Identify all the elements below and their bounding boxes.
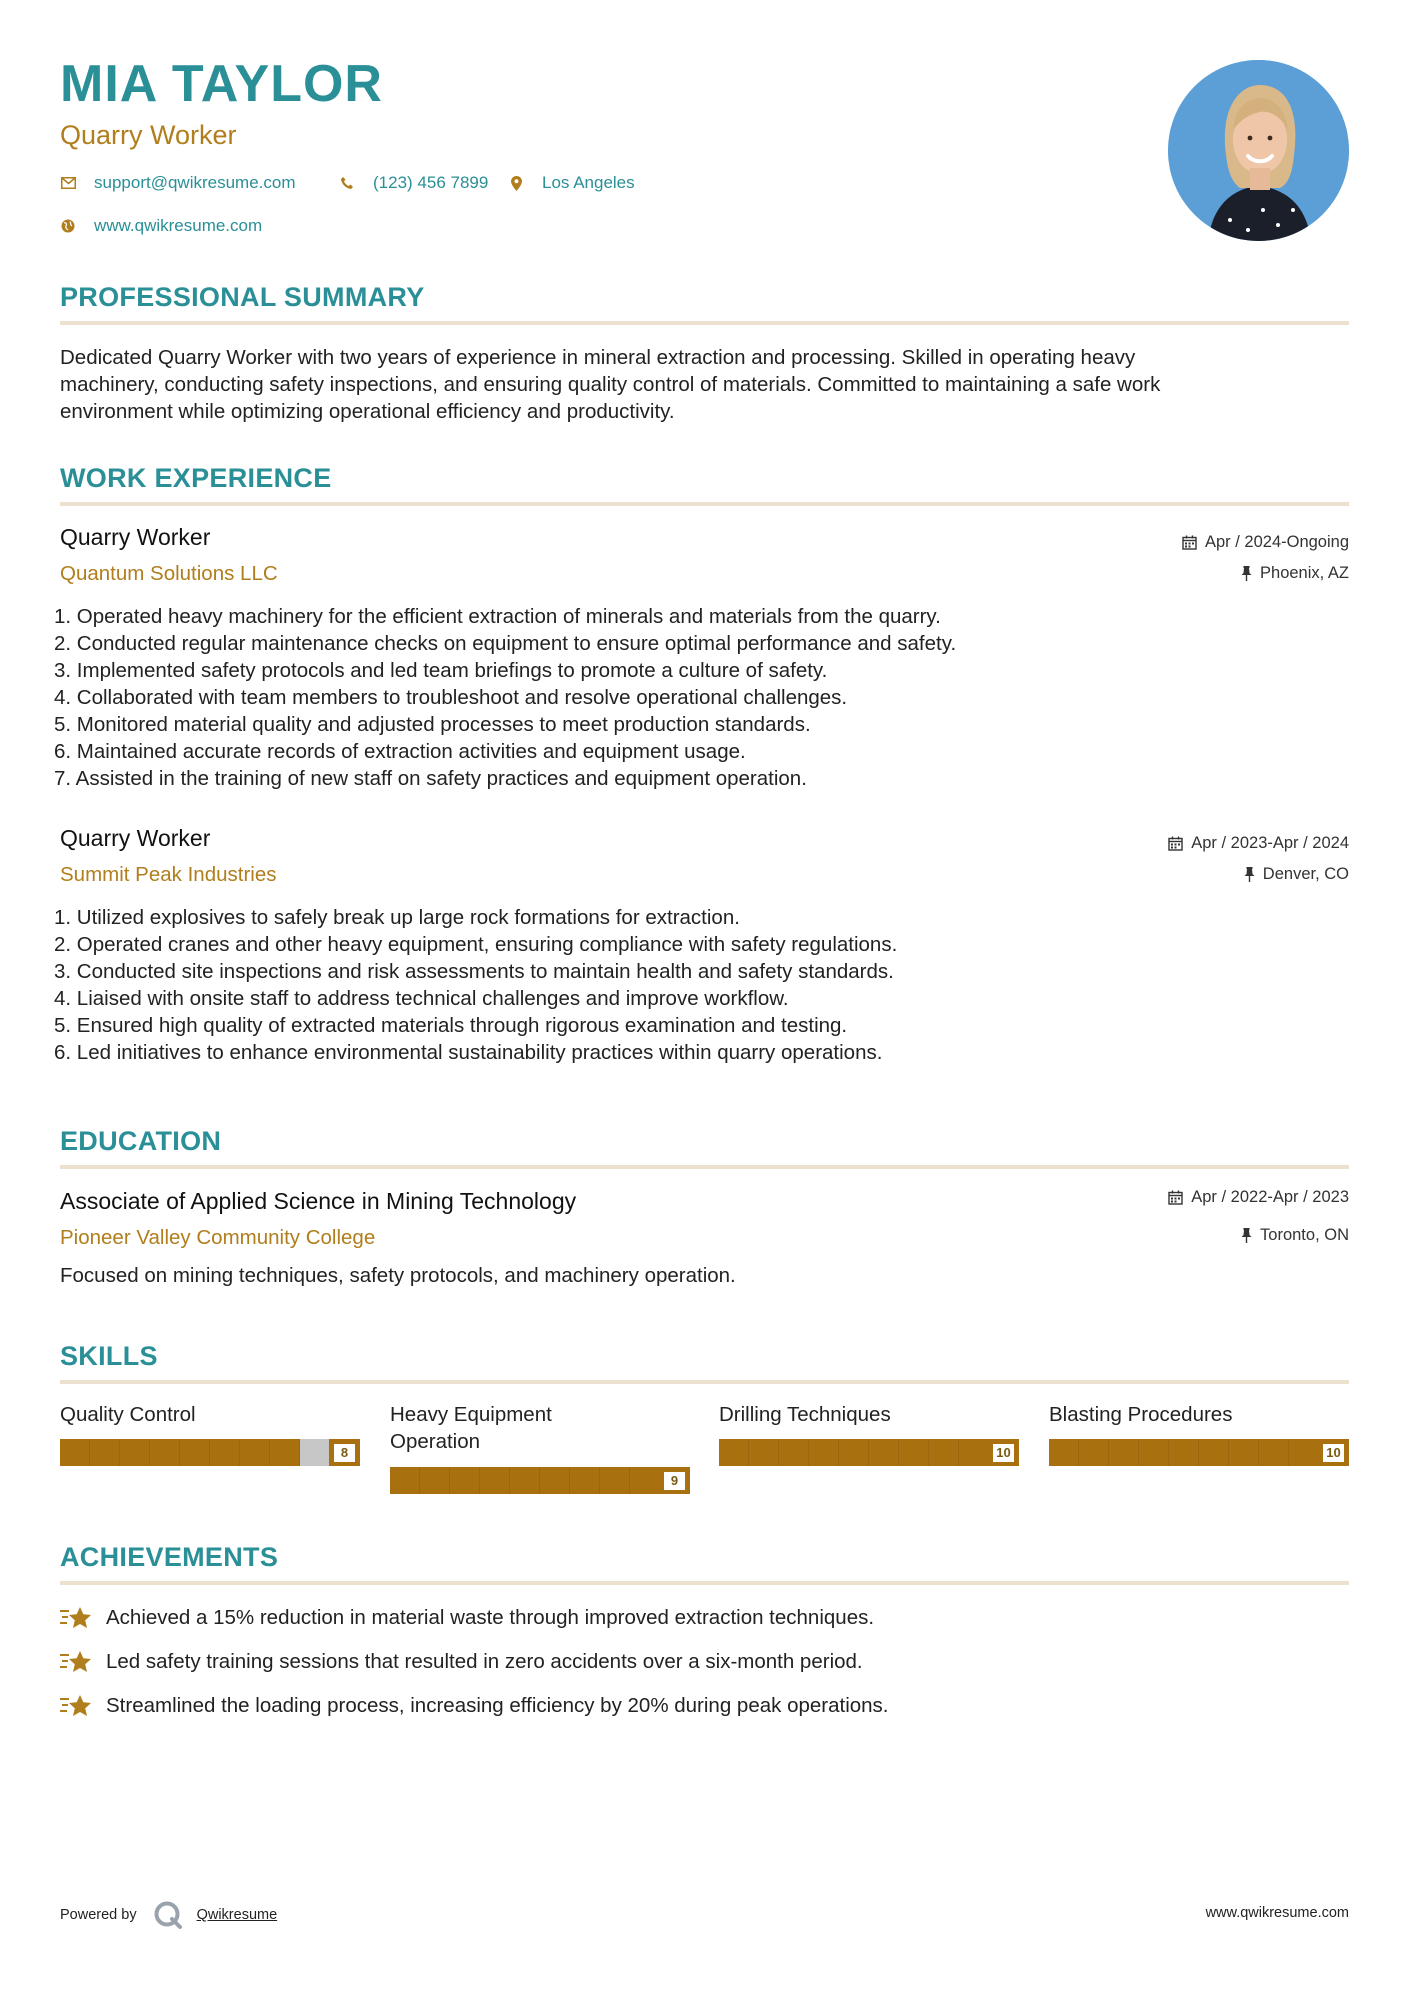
skill-bar-filled-segment: [150, 1439, 180, 1466]
skill-bar-filled-segment: [120, 1439, 150, 1466]
skill-bar: [719, 1439, 1019, 1466]
education-description: Focused on mining techniques, safety protocols, and machinery operation.: [60, 1264, 736, 1287]
skill-bar-filled-segment: [1049, 1439, 1079, 1466]
job-bullets: [54, 603, 1354, 792]
skill-bar-filled-segment: [60, 1439, 90, 1466]
skill-bar-filled-segment: [749, 1439, 779, 1466]
skill-bar-filled-segment: [899, 1439, 929, 1466]
skill-bar-filled-segment: [1139, 1439, 1169, 1466]
qwikresume-logo-icon: [153, 1900, 183, 1930]
list-item: 3. Conducted site inspections and risk assessments to maintain health and safety standards.: [54, 960, 894, 983]
location-contact: [508, 170, 635, 196]
list-item: 5. Ensured high quality of extracted materials through rigorous examination and testing.: [54, 1014, 848, 1037]
job-location: [1244, 865, 1349, 884]
skill-bar-filled-segment: [779, 1439, 809, 1466]
footer-website[interactable]: www.qwikresume.com: [1205, 1905, 1349, 1921]
job-dates-text: Apr / 2024-Ongoing: [1204, 533, 1349, 551]
achievement-text: Streamlined the loading process, increasing efficiency by 20% during peak operations.: [106, 1694, 889, 1717]
skill-item: [390, 1401, 690, 1488]
achievements-divider: [60, 1581, 1349, 1585]
list-item: 1. Utilized explosives to safely break up large rock formations for extraction.: [54, 906, 740, 929]
experience-heading: WORK EXPERIENCE: [60, 463, 332, 493]
education-dates-text: Apr / 2022-Apr / 2023: [1191, 1188, 1349, 1206]
website-text: www.qwikresume.com: [94, 216, 263, 235]
skill-label-line: Heavy Equipment: [390, 1403, 552, 1426]
skill-score-badge: [1318, 1439, 1349, 1466]
achievement-text: Achieved a 15% reduction in material waste through improved extraction techniques.: [106, 1606, 875, 1629]
skill-score-badge: [659, 1467, 690, 1494]
calendar-icon: [1182, 535, 1197, 550]
skill-label: [60, 1401, 360, 1428]
job-dates-text: Apr / 2023-Apr / 2024: [1191, 834, 1349, 852]
skill-bar-filled-segment: [180, 1439, 210, 1466]
list-item: 7. Assisted in the training of new staff on safety practices and equipment operation.: [54, 767, 807, 790]
skill-bar-filled-segment: [1109, 1439, 1139, 1466]
skill-bar-empty-segment: [300, 1439, 330, 1466]
skill-bar-filled-segment: [240, 1439, 270, 1466]
calendar-icon: [1168, 836, 1183, 851]
achievement-item: [60, 1604, 874, 1632]
star-badge-icon: [60, 1648, 92, 1676]
summary-heading: PROFESSIONAL SUMMARY: [60, 282, 425, 312]
summary-text: [60, 344, 1352, 425]
skill-score-badge: [329, 1439, 360, 1466]
skill-bar-filled-segment: [390, 1467, 420, 1494]
skill-bar-filled-segment: [1289, 1439, 1319, 1466]
email-contact[interactable]: [60, 170, 296, 196]
job-dates: [1182, 533, 1349, 552]
skill-label: [390, 1401, 690, 1455]
calendar-icon: [1168, 1190, 1183, 1205]
skill-bar-filled-segment: [540, 1467, 570, 1494]
education-location: [1241, 1226, 1349, 1245]
pushpin-icon: [1244, 867, 1255, 882]
location-text: Los Angeles: [542, 173, 635, 192]
envelope-icon: [60, 175, 76, 191]
list-item: 4. Collaborated with team members to troubleshoot and resolve operational challenges.: [54, 686, 848, 709]
profile-photo: [1168, 60, 1349, 241]
skills-divider: [60, 1380, 1349, 1384]
skill-bar: [60, 1439, 360, 1466]
achievements-heading: ACHIEVEMENTS: [60, 1542, 279, 1572]
skill-bar-filled-segment: [270, 1439, 300, 1466]
list-item: 6. Maintained accurate records of extraction activities and equipment usage.: [54, 740, 746, 763]
list-item: 2. Operated cranes and other heavy equipment, ensuring compliance with safety regulations.: [54, 933, 898, 956]
experience-divider: [60, 502, 1349, 506]
map-pin-icon: [508, 175, 524, 191]
email-text: support@qwikresume.com: [94, 173, 296, 192]
skill-bar-filled-segment: [1199, 1439, 1229, 1466]
footer-powered-by: [60, 1900, 277, 1930]
job-company: Summit Peak Industries: [60, 863, 277, 886]
skill-item: [60, 1401, 360, 1460]
job-location-text: Phoenix, AZ: [1260, 564, 1349, 582]
phone-icon: [339, 175, 355, 191]
skill-bar-filled-segment: [959, 1439, 989, 1466]
skill-bar-filled-segment: [1229, 1439, 1259, 1466]
skill-bar-filled-segment: [869, 1439, 899, 1466]
skill-bar: [390, 1467, 690, 1494]
pushpin-icon: [1241, 1228, 1252, 1243]
skill-score-value: 10: [992, 1443, 1015, 1463]
education-location-text: Toronto, ON: [1260, 1226, 1349, 1244]
list-item: 3. Implemented safety protocols and led team briefings to promote a culture of safety.: [54, 659, 828, 682]
list-item: 2. Conducted regular maintenance checks on equipment to ensure optimal performance and safety.: [54, 632, 957, 655]
achievement-item: [60, 1692, 889, 1720]
summary-line: environment while optimizing operational efficiency and productivity.: [60, 400, 675, 423]
skill-bar-filled-segment: [1259, 1439, 1289, 1466]
skill-bar-filled-segment: [630, 1467, 660, 1494]
job-location: [1241, 564, 1349, 583]
education-divider: [60, 1165, 1349, 1169]
phone-text: (123) 456 7899: [373, 173, 489, 192]
skill-bar-filled-segment: [210, 1439, 240, 1466]
skills-heading: SKILLS: [60, 1341, 158, 1371]
skill-bar-filled-segment: [929, 1439, 959, 1466]
job-title: Quarry Worker: [60, 524, 211, 550]
star-badge-icon: [60, 1692, 92, 1720]
skill-label: [1049, 1401, 1349, 1428]
skill-bar-filled-segment: [1079, 1439, 1109, 1466]
skill-bar-filled-segment: [570, 1467, 600, 1494]
education-heading: EDUCATION: [60, 1126, 222, 1156]
globe-icon: [60, 218, 76, 234]
summary-line: machinery, conducting safety inspections, and ensuring quality control of materials. Committed to maintaining a safe work: [60, 373, 1161, 396]
skill-bar-filled-segment: [420, 1467, 450, 1494]
skill-score-badge: [988, 1439, 1019, 1466]
job-bullets: [54, 904, 1354, 1066]
list-item: 1. Operated heavy machinery for the efficient extraction of minerals and materials from the quarry.: [54, 605, 941, 628]
skill-item: [1049, 1401, 1349, 1460]
skill-bar-filled-segment: [600, 1467, 630, 1494]
candidate-name: MIA TAYLOR: [60, 55, 383, 113]
qwikresume-link[interactable]: Qwikresume: [196, 1907, 278, 1923]
skill-item: [719, 1401, 1019, 1460]
skill-label-line: Quality Control: [60, 1403, 196, 1426]
phone-contact[interactable]: [339, 170, 488, 196]
skill-bar-filled-segment: [90, 1439, 120, 1466]
list-item: 5. Monitored material quality and adjusted processes to meet production standards.: [54, 713, 811, 736]
job-location-text: Denver, CO: [1262, 865, 1349, 883]
skill-bar-filled-segment: [839, 1439, 869, 1466]
achievement-text: Led safety training sessions that resulted in zero accidents over a six-month period.: [106, 1650, 863, 1673]
list-item: 6. Led initiatives to enhance environmental sustainability practices within quarry operations.: [54, 1041, 883, 1064]
candidate-role: Quarry Worker: [60, 120, 237, 150]
star-badge-icon: [60, 1604, 92, 1632]
achievement-item: [60, 1648, 863, 1676]
summary-line: Dedicated Quarry Worker with two years of experience in mineral extraction and processing. Skilled in operating heavy: [60, 346, 1136, 369]
skill-bar-filled-segment: [510, 1467, 540, 1494]
skill-bar-filled-segment: [809, 1439, 839, 1466]
skill-label: [719, 1401, 1019, 1428]
list-item: 4. Liaised with onsite staff to address technical challenges and improve workflow.: [54, 987, 789, 1010]
skill-label-line: Drilling Techniques: [719, 1403, 891, 1426]
school-name: Pioneer Valley Community College: [60, 1226, 376, 1249]
education-dates: [1168, 1188, 1349, 1207]
job-company: Quantum Solutions LLC: [60, 562, 278, 585]
skill-score-value: 10: [1322, 1443, 1345, 1463]
job-title: Quarry Worker: [60, 825, 211, 851]
powered-by-text: Powered by: [60, 1907, 137, 1923]
website-contact[interactable]: [60, 213, 262, 239]
skill-label-line: Operation: [390, 1430, 481, 1453]
skill-bar-filled-segment: [719, 1439, 749, 1466]
skill-bar-filled-segment: [480, 1467, 510, 1494]
skill-bar-filled-segment: [1169, 1439, 1199, 1466]
job-dates: [1168, 834, 1349, 853]
pushpin-icon: [1241, 566, 1252, 581]
skill-bar-filled-segment: [450, 1467, 480, 1494]
skill-label-line: Blasting Procedures: [1049, 1403, 1233, 1426]
skill-bar: [1049, 1439, 1349, 1466]
degree-title: Associate of Applied Science in Mining Technology: [60, 1188, 577, 1214]
summary-divider: [60, 321, 1349, 325]
skill-score-value: 9: [663, 1471, 686, 1491]
skill-score-value: 8: [333, 1443, 356, 1463]
